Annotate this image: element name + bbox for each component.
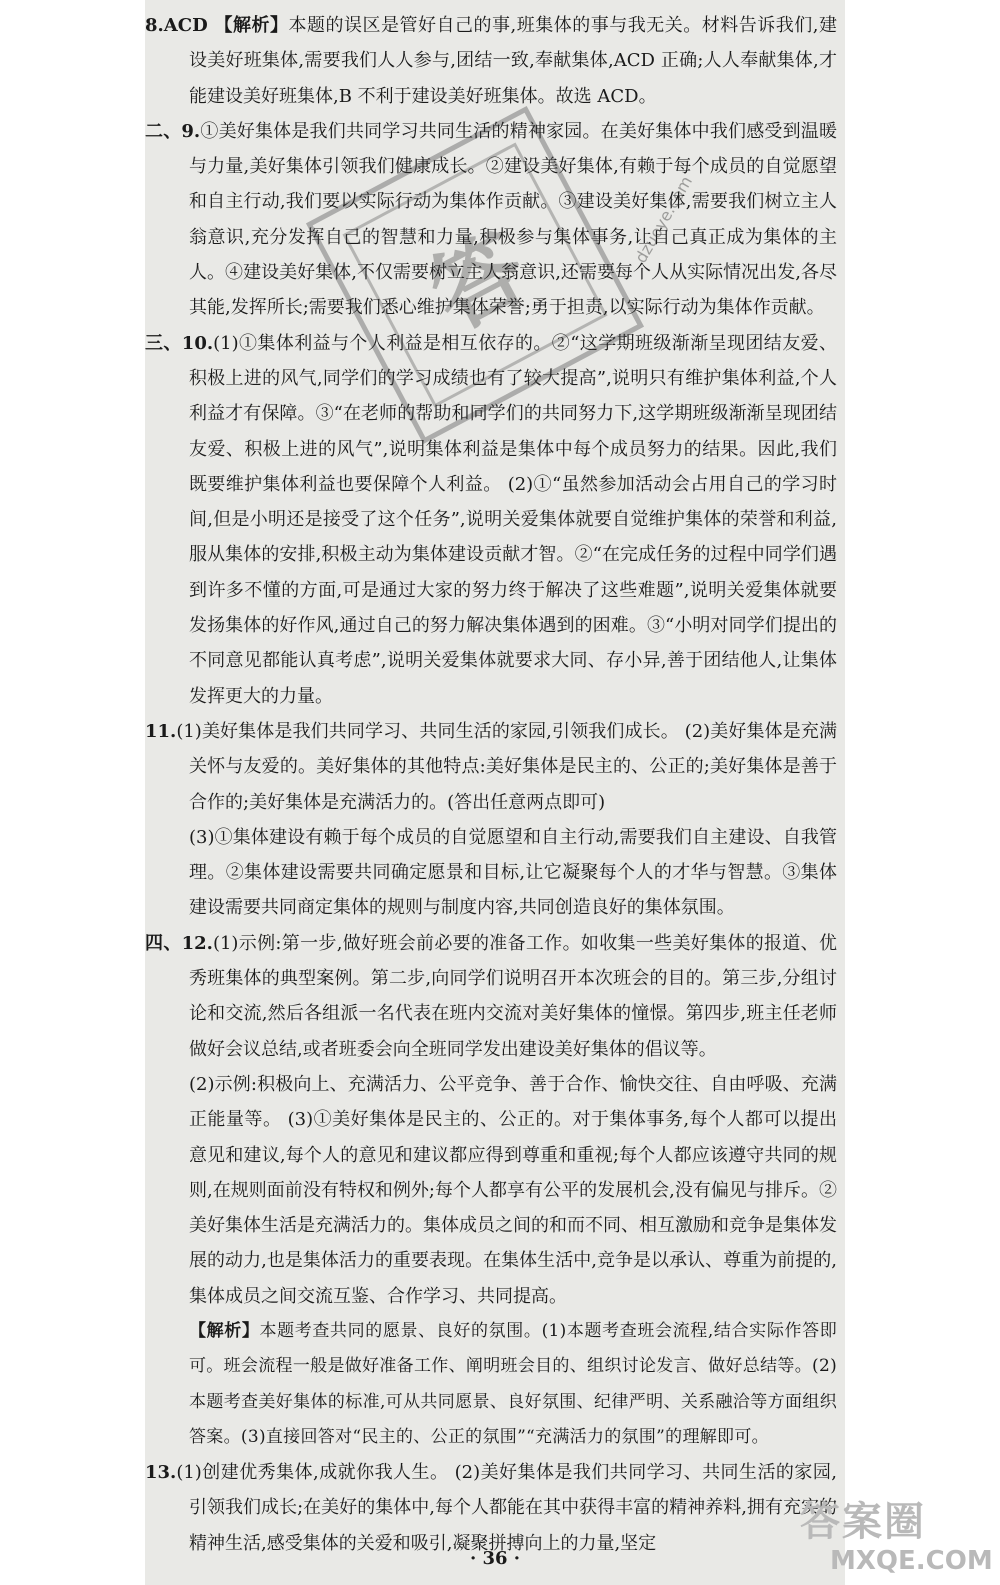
page-number: · 36 · (469, 1548, 521, 1569)
answer-page (145, 0, 845, 1585)
logo-top-text: 答案圈 (800, 1499, 926, 1545)
question-number: 三、10. (145, 332, 214, 354)
analysis-tag: 【解析】 (189, 1320, 260, 1341)
answer-11 (145, 714, 845, 820)
answer-text: (1)①集体利益与个人利益是相互依存的。②“这学期班级渐渐呈现团结友爱、积极上进的风气,同学们的学习成绩也有了较大提高”,说明只有维护集体利益,个人利益才有保障。③“在老师的帮助和同学们的共同努力下,这学期班级渐渐呈现团结友爱、积极上进的风气”,说明集体利益是集体中每个成员努力的结果。因此,我们既要维护集体利益也要保障个人利益。 (2)①“虽然参加活动会占用自己的学习时间,但是小明还是接受了这个任务”,说明关爱集体就要自觉维护集体的荣誉和利益,服从集体的安排,积极主动为集体建设贡献才智。②“在完成任务的过程中同学们遇到许多不懂的方面,可是通过大家的努力终于解决了这些难题”,说明关爱集体就要发扬集体的好作风,通过自己的努力解决集体遇到的困难。③“小明对同学们提出的不同意见都能认真考虑”,说明关爱集体就要求大同、存小异,善于团结他人,让集体发挥更大的力量。 (189, 332, 837, 707)
answer-text: 本题的误区是管好自己的事,班集体的事与我无关。材料告诉我们,建设美好班集体,需要我们人人参与,团结一致,奉献集体,ACD 正确;人人奉献集体,才能建设美好班集体,B 不利于建设美好班集体。故选 ACD。 (189, 15, 837, 107)
answer-text: (2)示例:积极向上、充满活力、公平竞争、善于合作、愉快交往、自由呼吸、充满正能量等。 (3)①美好集体是民主的、公正的。对于集体事务,每个人都可以提出意见和建议,每个人的意见和建议都应得到尊重和重视;每个人都应该遵守共同的规则,在规则面前没有特权和例外;每个人都享有公平的发展机会,没有偏见与排斥。②美好集体生活是充满活力的。集体成员之间的和而不同、相互激励和竞争是集体发展的动力,也是集体活力的重要表现。在集体生活中,竞争是以承认、尊重为前提的,集体成员之间交流互鉴、合作学习、共同提高。 (189, 1073, 837, 1307)
answer-tag: ACD 【解析】 (163, 15, 289, 36)
question-number: 二、9. (145, 120, 201, 142)
answer-12-analysis (145, 1314, 845, 1455)
question-number: 8. (145, 15, 164, 36)
answer-12-part2 (145, 1067, 845, 1314)
question-number: 13. (145, 1462, 177, 1484)
question-number: 四、12. (145, 932, 213, 954)
answer-text: (1)美好集体是我们共同学习、共同生活的家园,引领我们成长。 (2)美好集体是充满关怀与友爱的。美好集体的其他特点:美好集体是民主的、公正的;美好集体是善于合作的;美好集体是充满活力的。(答出任意两点即可) (176, 720, 837, 813)
site-watermark: dzuoye.com (631, 172, 697, 267)
question-number: 11. (145, 720, 177, 742)
site-logo (800, 1498, 995, 1585)
answer-8 (145, 8, 845, 114)
analysis-text: 本题考查共同的愿景、良好的氛围。(1)本题考查班会流程,结合实际作答即可。班会流程一般是做好准备工作、阐明班会目的、组织讨论发言、做好总结等。(2)本题考查美好集体的标准,可从共同愿景、良好氛围、纪律严明、关系融洽等方面组织答案。(3)直接回答对“民主的、公正的氛围”“充满活力的氛围”的理解即可。 (189, 1320, 837, 1447)
answer-11-part3 (145, 820, 845, 926)
answer-13 (145, 1455, 845, 1561)
answer-12 (145, 926, 845, 1067)
answer-text: (1)创建优秀集体,成就你我人生。 (2)美好集体是我们共同学习、共同生活的家园,引领我们成长;在美好的集体中,每个人都能在其中获得丰富的精神养料,拥有充实的精神生活,感受集体的关爱和吸引,凝聚拼搏向上的力量,坚定 (176, 1462, 837, 1554)
answer-text: (1)示例:第一步,做好班会前必要的准备工作。如收集一些美好集体的报道、优秀班集体的典型案例。第二步,向同学们说明召开本次班会的目的。第三步,分组讨论和交流,然后各组派一名代表在班内交流对美好集体的憧憬。第四步,班主任老师做好会议总结,或者班委会向全班同学发出建设美好集体的倡议等。 (189, 932, 837, 1060)
answer-text: (3)①集体建设有赖于每个成员的自觉愿望和自主行动,需要我们自主建设、自我管理。②集体建设需要共同确定愿景和目标,让它凝聚每个人的才华与智慧。③集体建设需要共同商定集体的规则与制度内容,共同创造良好的集体氛围。 (189, 826, 837, 919)
stamp-inner: 答 (342, 142, 607, 407)
logo-bottom-text: MXQE.COM (830, 1546, 993, 1576)
answer-text: ①美好集体是我们共同学习共同生活的精神家园。在美好集体中我们感受到温暖与力量,美好集体引领我们健康成长。②建设美好集体,有赖于每个成员的自觉愿望和自主行动,我们要以实际行动为集体作贡献。③建设美好集体,需要我们树立主人翁意识,充分发挥自己的智慧和力量,积极参与集体事务,让自己真正成为集体的主人。④建设美好集体,不仅需要树立主人翁意识,还需要每个人从实际情况出发,各尽其能,发挥所长;需要我们悉心维护集体荣誉;勇于担责,以实际行动为集体作贡献。 (189, 120, 837, 319)
